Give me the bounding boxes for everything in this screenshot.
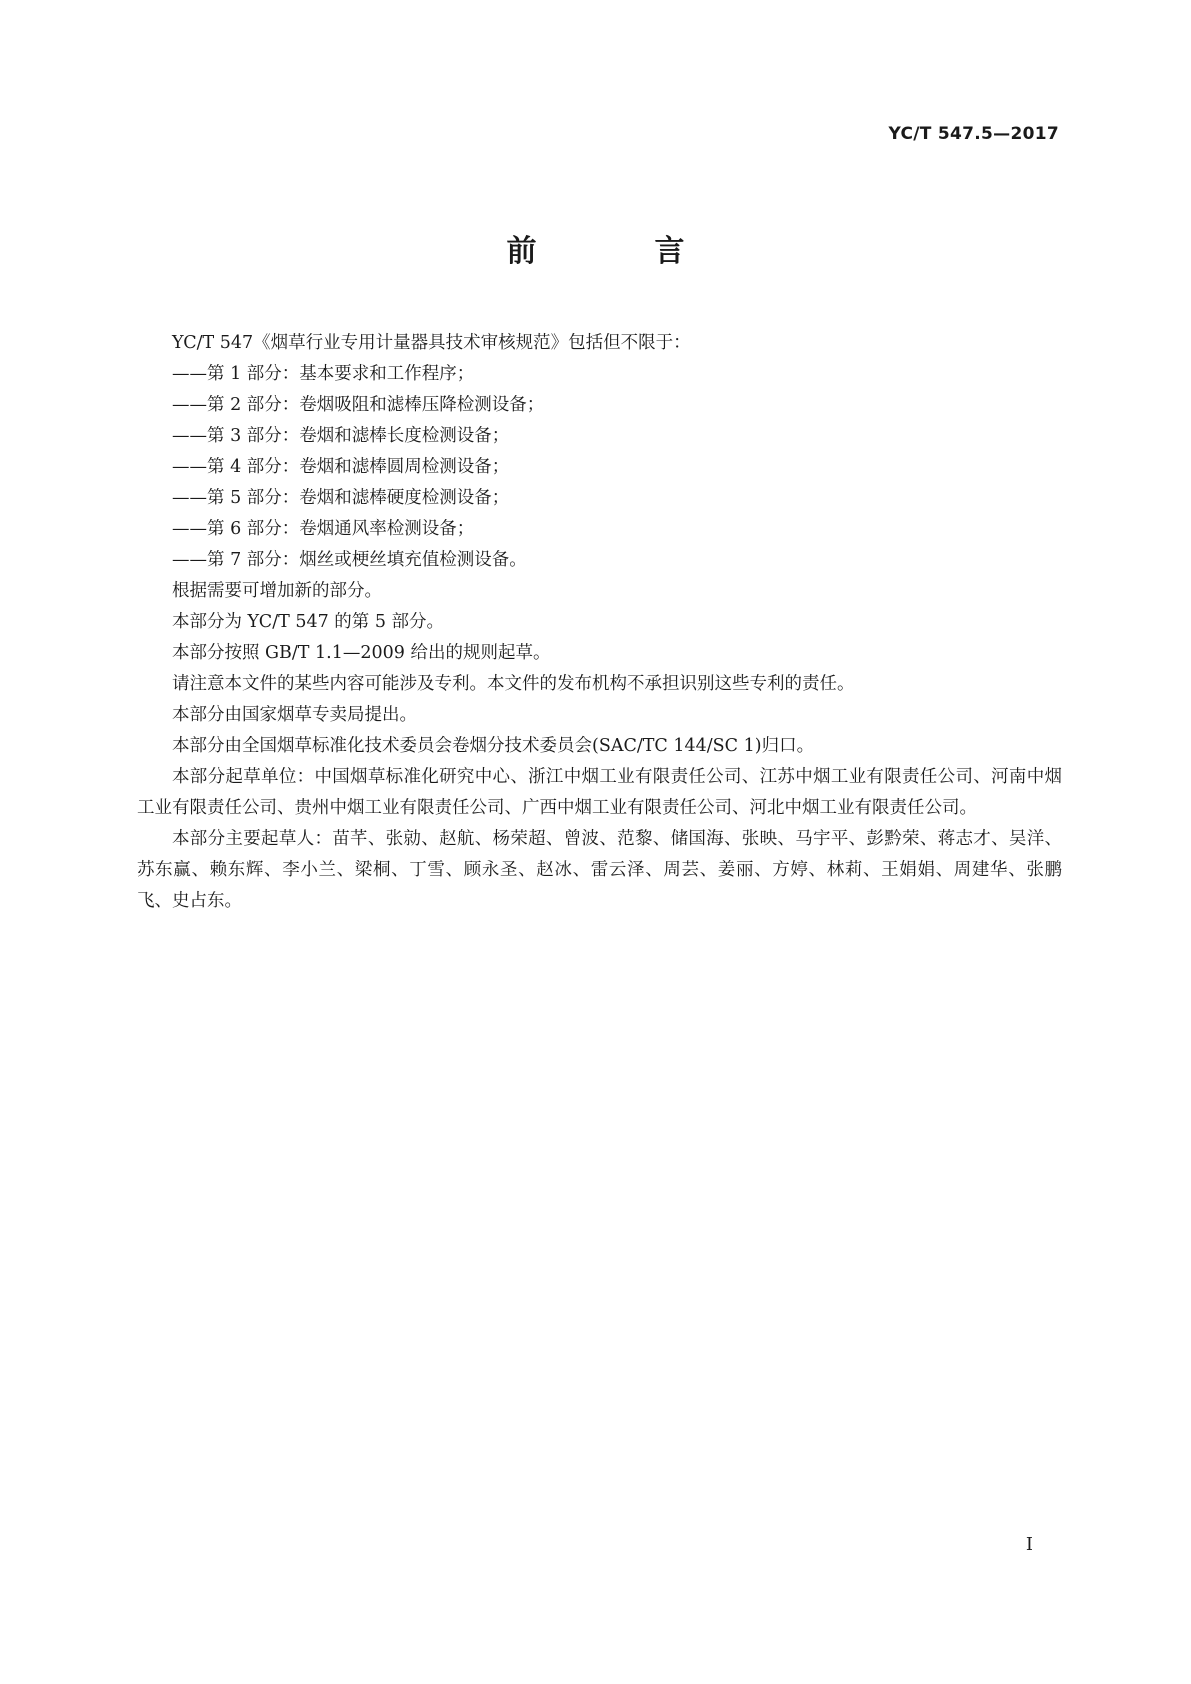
list-item-part-5: ——第 5 部分：卷烟和滤棒硬度检测设备； <box>172 488 510 508</box>
paragraph-technical-committee: 本部分由全国烟草标准化技术委员会卷烟分技术委员会(SAC/TC 144/SC 1)归口。 <box>172 736 815 756</box>
list-item-part-4: ——第 4 部分：卷烟和滤棒圆周检测设备； <box>172 457 510 477</box>
paragraph-drafters: 本部分主要起草人：苗芊、张勍、赵航、杨荣超、曾波、范黎、储国海、张映、马宇平、彭黔荣、蒋志才、吴洋、苏东赢、赖东辉、李小兰、梁桐、丁雪、顾永圣、赵冰、雷云泽、周芸、姜丽、方婷、林莉、王娟娟、周建华、张鹏飞、史占东。 <box>137 829 1062 911</box>
paragraph-drafting-rules: 本部分按照 GB/T 1.1—2009 给出的规则起草。 <box>172 643 551 663</box>
page-number: I <box>1025 1534 1033 1555</box>
paragraph-intro: YC/T 547《烟草行业专用计量器具技术审核规范》包括但不限于： <box>172 333 691 353</box>
paragraph-patent-notice: 请注意本文件的某些内容可能涉及专利。本文件的发布机构不承担识别这些专利的责任。 <box>172 674 855 694</box>
list-item-part-3: ——第 3 部分：卷烟和滤棒长度检测设备； <box>172 426 510 446</box>
paragraph-part-of: 本部分为 YC/T 547 的第 5 部分。 <box>172 612 445 632</box>
foreword-body <box>137 328 1062 917</box>
paragraph-proposed-by: 本部分由国家烟草专卖局提出。 <box>172 705 417 725</box>
standard-code: YC/T 547.5—2017 <box>888 124 1059 144</box>
paragraph-drafting-organizations: 本部分起草单位：中国烟草标准化研究中心、浙江中烟工业有限责任公司、江苏中烟工业有限责任公司、河南中烟工业有限责任公司、贵州中烟工业有限责任公司、广西中烟工业有限责任公司、河北中烟工业有限责任公司。 <box>137 767 1062 818</box>
page-title: 前 言 <box>506 234 729 269</box>
paragraph-new-parts: 根据需要可增加新的部分。 <box>172 581 382 601</box>
list-item-part-6: ——第 6 部分：卷烟通风率检测设备； <box>172 519 475 539</box>
list-item-part-2: ——第 2 部分：卷烟吸阻和滤棒压降检测设备； <box>172 395 545 415</box>
list-item-part-1: ——第 1 部分：基本要求和工作程序； <box>172 364 475 384</box>
list-item-part-7: ——第 7 部分：烟丝或梗丝填充值检测设备。 <box>172 550 527 570</box>
